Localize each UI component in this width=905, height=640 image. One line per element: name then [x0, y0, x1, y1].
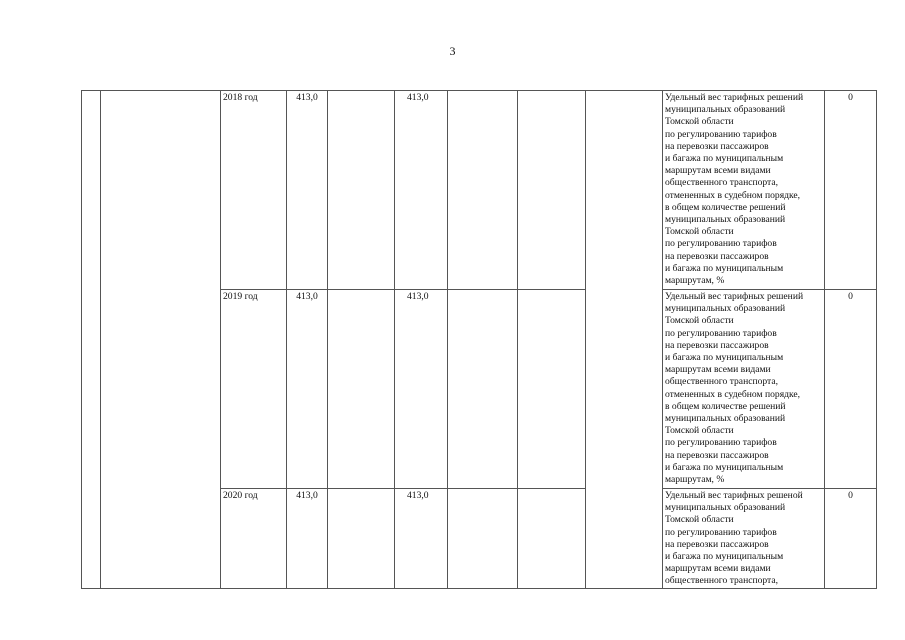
extrabudgetary-cell: [518, 489, 586, 589]
federal-budget-cell: [328, 489, 395, 589]
year-cell: 2020 год: [221, 489, 287, 589]
total-cell: 413,0: [287, 91, 328, 290]
regional-budget-cell: 413,0: [395, 290, 448, 489]
participant-cell: [586, 91, 663, 589]
extrabudgetary-cell: [518, 290, 586, 489]
federal-budget-cell: [328, 290, 395, 489]
federal-budget-cell: [328, 91, 395, 290]
total-cell: 413,0: [287, 290, 328, 489]
event-name-cell: [101, 91, 221, 589]
local-budget-cell: [448, 290, 518, 489]
total-cell: 413,0: [287, 489, 328, 589]
row-number-cell: [82, 91, 101, 589]
indicator-value-cell: 0: [825, 91, 877, 290]
extrabudgetary-cell: [518, 91, 586, 290]
indicator-description-cell: Удельный вес тарифных решений муниципальных образований Томской области по регулированию тарифов на перевозки пассажиров и багажа по муниципальным маршрутам всеми видами общественного транспорта, отмененных в судебном порядке, в общем количестве решений муниципальных образований Томской области по регулированию тарифов на перевозки пассажиров и багажа по муниципальным маршрутам, %: [663, 91, 825, 290]
year-cell: 2018 год: [221, 91, 287, 290]
local-budget-cell: [448, 489, 518, 589]
page-number: 3: [449, 44, 456, 58]
regional-budget-cell: 413,0: [395, 489, 448, 589]
indicator-value-cell: 0: [825, 489, 877, 589]
regional-budget-cell: 413,0: [395, 91, 448, 290]
year-cell: 2019 год: [221, 290, 287, 489]
indicator-value-cell: 0: [825, 290, 877, 489]
table-row: [82, 91, 877, 290]
indicator-description-cell: Удельный вес тарифных решений муниципальных образований Томской области по регулированию тарифов на перевозки пассажиров и багажа по муниципальным маршрутам всеми видами общественного транспорта, отмененных в судебном порядке, в общем количестве решений муниципальных образований Томской области по регулированию тарифов на перевозки пассажиров и багажа по муниципальным маршрутам, %: [663, 290, 825, 489]
local-budget-cell: [448, 91, 518, 290]
budget-indicator-table: [81, 90, 877, 589]
indicator-description-cell: Удельный вес тарифных решеной муниципальных образований Томской области по регулированию тарифов на перевозки пассажиров и багажа по муниципальным маршрутам всеми видами общественного транспорта,: [663, 489, 825, 589]
